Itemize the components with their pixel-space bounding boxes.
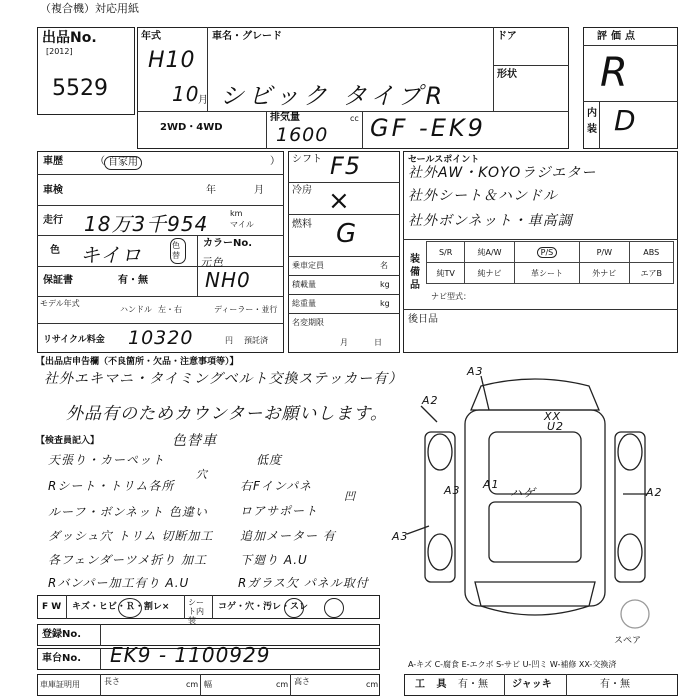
equip-navi: 純ナビ [465,263,515,284]
diagram-rear-outline [475,582,595,615]
navi-label: ナビ型式： [431,292,471,301]
model-code: GF -EK9 [370,114,486,142]
diagram-wheel-rl [428,534,452,570]
color-change-mark: 色替 [170,238,186,264]
ac-label: 冷房 [292,185,312,196]
name-change-day: 日 [374,338,382,347]
year-value: H10 [148,48,196,73]
color-label: 色 [50,245,60,256]
later-items-label: 後日品 [408,314,438,325]
inspection-left-1: 天張り・カーペット [48,453,166,467]
equip-ext-navi: 外ナビ [580,263,629,284]
equipment-label: 装備品 [410,254,420,291]
jack-value: 有・無 [600,679,630,690]
sales-line-1: 社外AW・KOYOラジエター [408,165,597,181]
displacement-value: 1600 [276,124,329,146]
length-label: 長さ [104,677,120,686]
declaration-label: 【出品店申告欄（不良箇所・欠品・注意事項等）】 [36,357,239,367]
km-label: km [230,209,243,218]
form-top-label: （複合機）対応用紙 [40,2,139,15]
width-unit: cm [276,680,289,689]
diagram-mark-1: A3 [467,365,484,378]
cert-label: 車庫証明用 [40,680,80,689]
interior-value: D [614,104,637,137]
month-unit: 月 [198,95,208,106]
year-badge: [2012] [46,47,73,56]
inspection-left-4: ダッシュ穴 トリム 切断加工 [48,529,214,543]
diagram-mark-9: A3 [392,530,409,543]
fw-text: キズ・ヒビ・Ｒ・割レ× [72,602,170,612]
handle-value: 左・右 [158,305,182,314]
length-unit: cm [186,680,199,689]
load-unit: kg [380,280,390,289]
seat-label: シート内装 [188,598,204,625]
color-no-value: NH0 [205,268,251,292]
diagram-mark-2: A2 [422,394,439,407]
registration-label: 登録No. [42,629,82,640]
equip-sr: S/R [427,242,465,263]
month-value: 10 [172,82,200,106]
diagram-mark-7: ハゲ [510,486,537,500]
handle-label: ハンドル [120,305,152,314]
inspection-mark-dent: 凹 [344,490,356,503]
color-no-label: カラーNo. [203,238,253,249]
diagram-front-outline [471,379,599,410]
lot-number: 5529 [52,76,108,101]
door-label: ドア [497,31,517,42]
inspection-label: 【検査員記入】 [36,436,100,446]
diagram-mark-5: A3 [444,484,461,497]
name-change-label: 名変期限 [292,318,324,327]
equip-leather: 革シート [514,263,579,284]
equip-aw: 純A/W [465,242,515,263]
load-label: 積載量 [292,280,316,289]
diagram-leader-2 [421,406,437,422]
inspection-right-5: 下廻り A.U [240,553,308,567]
model-year-label: モデル年式 [40,299,80,308]
color-original: 元色 [200,256,224,269]
score-value: R [600,50,629,96]
seat-mark-circle-1 [284,598,304,618]
spare-label: スペア [614,636,642,646]
history-open: （ [95,156,105,167]
car-name: シビック タイプR [220,82,447,110]
recycle-amount: 10320 [128,327,194,349]
shaken-year-unit: 年 [206,185,216,196]
declaration-line-1: 社外エキマニ・タイミングベルト交換ステッカー有） [44,371,404,387]
declaration-line-2: 外品有のためカウンターお願いします。 [66,404,388,424]
mileage-value: 18万3千954 [84,212,209,236]
dealer-label: ディーラー・並行 [214,305,278,314]
year-badge-text: 2012 [49,47,70,56]
interior-label: 内装 [587,108,597,135]
inspection-right-3: ロアサポート [240,504,319,518]
diagram-leader-4 [407,526,429,534]
history-close: ） [270,156,280,167]
diagram-wheel-fr [618,434,642,470]
fw-mark-circle [118,598,142,618]
diagram-mark-3: XX [544,410,562,423]
mile-label: マイル [230,220,254,229]
seat-mark-circle-2 [324,598,344,618]
equip-airbag: エアB [629,263,674,284]
width-label: 幅 [204,680,212,689]
recycle-status: 預託済 [244,336,268,345]
inspection-left-3: ルーフ・ボンネット 色違い [48,505,208,519]
inspection-left-5: 各フェンダーツメ折り 加工 [48,553,208,567]
damage-legend: A-キズ C-腐食 E-エクボ S-サビ U-凹ミ W-補修 XX-交換済 [408,660,617,669]
recycle-unit: 円 [225,336,233,345]
recycle-label: リサイクル料金 [43,335,105,345]
lot-label: 出品No. [42,30,97,46]
fw-label: F W [42,602,62,612]
lot-box [37,27,135,115]
equip-abs: ABS [629,242,674,263]
chassis-label: 車台No. [42,653,82,664]
inspection-mark-hole: 穴 [196,468,208,481]
shape-label: 形状 [497,69,517,80]
height-unit: cm [366,680,379,689]
mileage-label: 走行 [43,215,63,226]
color-value: キイロ [80,243,143,267]
diagram-spare-tire [621,600,649,628]
diagram-leader-1 [481,376,489,410]
sales-label: セールスポイント [408,155,480,165]
equip-ps-circled: P/S [537,247,558,258]
tools-value: 有・無 [458,679,488,690]
equip-tv: 純TV [427,263,465,284]
weight-label: 総重量 [292,299,316,308]
chassis-value: EK9 - 1100929 [110,643,271,667]
inspection-right-6: Rガラス欠 パネル取付 [238,576,369,590]
cc-unit: cc [350,114,359,123]
shift-label: シフト [292,154,322,165]
diagram-wheel-rr [618,534,642,570]
history-label: 車歴 [43,156,63,167]
capacity-label: 乗車定員 [292,261,324,270]
shift-value: F5 [330,152,362,180]
diagram-body-outline [465,410,605,606]
displacement-label: 排気量 [270,112,300,123]
diagram-roof [489,502,581,562]
capacity-unit: 名 [380,261,388,270]
inspection-right-1: 低度 [256,453,283,467]
jack-label: ジャッキ [512,679,552,690]
ac-value: × [328,186,351,216]
tools-label: 工 具 [415,679,451,690]
name-label: 車名・グレード [212,31,282,42]
color-change-note: 色替車 [172,433,217,449]
equipment-table [426,241,674,284]
weight-unit: kg [380,299,390,308]
shaken-month-unit: 月 [254,185,264,196]
drive-value: 2WD・4WD [160,122,223,133]
seat-text: コゲ・穴・汚レ・スレ [218,602,309,612]
inspection-left-6: Rバンパー加工有り A.U [48,576,190,590]
height-label: 高さ [294,677,310,686]
equip-pw: P/W [580,242,629,263]
warranty-label: 保証書 [43,275,73,286]
shaken-label: 車検 [43,185,63,196]
sales-line-3: 社外ボンネット・車高調 [408,213,573,229]
warranty-value: 有・無 [118,275,148,286]
diagram-mark-8: A2 [646,486,663,499]
inspection-right-2: 右Fインパネ [240,479,313,493]
equip-ps [514,242,579,263]
year-label: 年式 [141,31,161,42]
sales-line-2: 社外シート＆ハンドル [408,188,558,204]
diagram-mark-4: U2 [547,420,565,433]
score-label: 評価点 [597,31,639,42]
inspection-left-2: Rシート・トリム各所 [48,479,175,493]
fuel-value: G [336,219,358,249]
inspection-right-4: 追加メーター 有 [240,529,336,543]
diagram-wheel-fl [428,434,452,470]
fuel-label: 燃料 [292,219,312,230]
diagram-mark-6: A1 [483,478,500,491]
history-value: 自家用 [104,156,142,170]
name-change-month: 月 [340,338,348,347]
